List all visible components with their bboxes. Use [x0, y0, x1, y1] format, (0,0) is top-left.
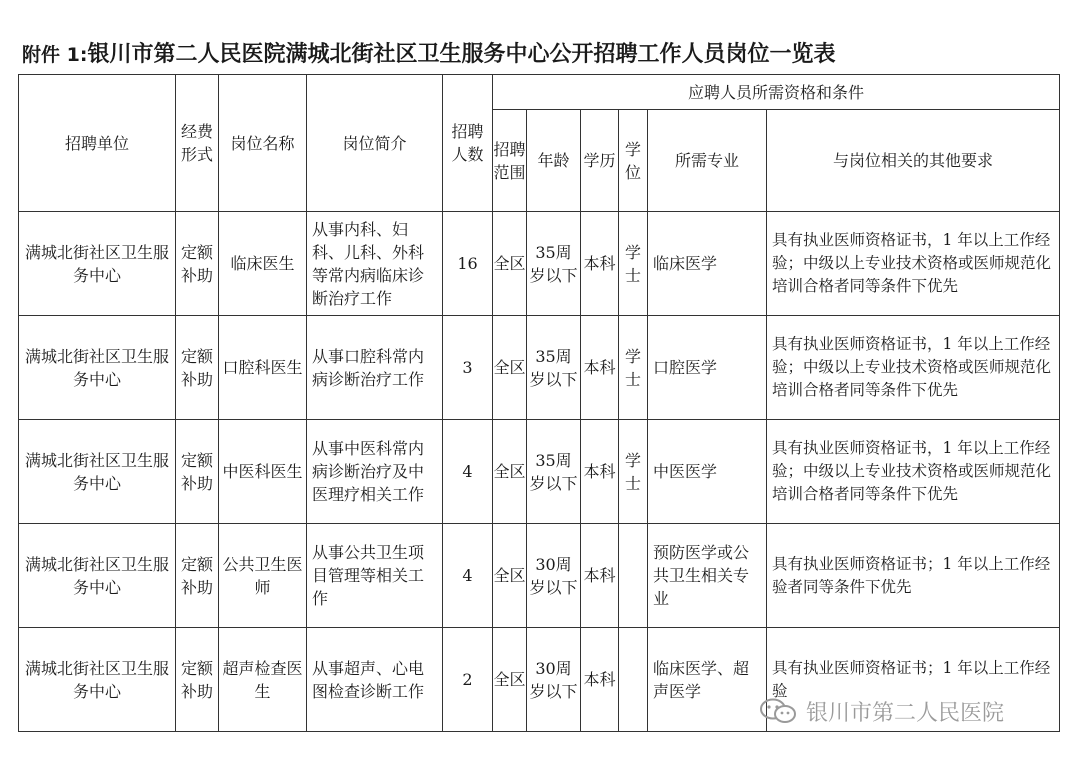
cell-education: 本科 — [581, 316, 619, 420]
cell-scope: 全区 — [493, 524, 527, 628]
cell-count: 2 — [443, 628, 493, 732]
document-title — [22, 40, 1072, 70]
cell-other: 具有执业医师资格证书；1 年以上工作经验者同等条件下优先 — [767, 524, 1060, 628]
cell-age: 35周岁以下 — [527, 316, 581, 420]
cell-degree: 学士 — [619, 420, 648, 524]
cell-degree — [619, 628, 648, 732]
table-row — [19, 524, 1060, 628]
cell-funding: 定额补助 — [176, 524, 219, 628]
cell-position: 公共卫生医师 — [219, 524, 307, 628]
cell-unit: 满城北街社区卫生服务中心 — [19, 316, 176, 420]
cell-unit: 满城北街社区卫生服务中心 — [19, 420, 176, 524]
cell-major: 预防医学或公共卫生相关专业 — [648, 524, 767, 628]
header-position: 岗位名称 — [219, 75, 307, 212]
watermark-text: 银川市第二人民医院 — [806, 700, 1005, 726]
wechat-icon — [758, 697, 798, 725]
cell-description: 从事内科、妇科、儿科、外科等常内病临床诊断治疗工作 — [307, 212, 443, 316]
positions-table-body — [19, 212, 1060, 732]
header-row-top — [19, 75, 1060, 110]
watermark — [758, 696, 1004, 726]
cell-count: 16 — [443, 212, 493, 316]
cell-scope: 全区 — [493, 212, 527, 316]
cell-education: 本科 — [581, 524, 619, 628]
cell-major: 中医医学 — [648, 420, 767, 524]
cell-position: 临床医生 — [219, 212, 307, 316]
cell-age: 30周岁以下 — [527, 524, 581, 628]
header-degree: 学位 — [619, 110, 648, 212]
cell-description: 从事口腔科常内病诊断治疗工作 — [307, 316, 443, 420]
cell-age: 30周岁以下 — [527, 628, 581, 732]
header-other: 与岗位相关的其他要求 — [767, 110, 1060, 212]
cell-other: 具有执业医师资格证书，1 年以上工作经验；中级以上专业技术资格或医师规范化培训合格者同等条件下优先 — [767, 316, 1060, 420]
cell-description: 从事公共卫生项目管理等相关工作 — [307, 524, 443, 628]
cell-position: 超声检查医生 — [219, 628, 307, 732]
cell-funding: 定额补助 — [176, 316, 219, 420]
cell-scope: 全区 — [493, 628, 527, 732]
cell-scope: 全区 — [493, 316, 527, 420]
cell-age: 35周岁以下 — [527, 212, 581, 316]
header-description: 岗位简介 — [307, 75, 443, 212]
cell-funding: 定额补助 — [176, 420, 219, 524]
header-unit: 招聘单位 — [19, 75, 176, 212]
cell-scope: 全区 — [493, 420, 527, 524]
cell-unit: 满城北街社区卫生服务中心 — [19, 212, 176, 316]
table-row — [19, 420, 1060, 524]
cell-degree: 学士 — [619, 316, 648, 420]
cell-education: 本科 — [581, 420, 619, 524]
header-funding: 经费形式 — [176, 75, 219, 212]
cell-count: 4 — [443, 420, 493, 524]
header-education: 学历 — [581, 110, 619, 212]
cell-description: 从事中医科常内病诊断治疗及中医理疗相关工作 — [307, 420, 443, 524]
cell-age: 35周岁以下 — [527, 420, 581, 524]
cell-count: 4 — [443, 524, 493, 628]
cell-other: 具有执业医师资格证书，1 年以上工作经验；中级以上专业技术资格或医师规范化培训合格者同等条件下优先 — [767, 212, 1060, 316]
cell-description: 从事超声、心电图检查诊断工作 — [307, 628, 443, 732]
cell-major: 临床医学、超声医学 — [648, 628, 767, 732]
cell-funding: 定额补助 — [176, 628, 219, 732]
cell-education: 本科 — [581, 212, 619, 316]
cell-funding: 定额补助 — [176, 212, 219, 316]
cell-degree — [619, 524, 648, 628]
cell-education: 本科 — [581, 628, 619, 732]
cell-major: 临床医学 — [648, 212, 767, 316]
cell-position: 中医科医生 — [219, 420, 307, 524]
header-requirements-group: 应聘人员所需资格和条件 — [493, 75, 1060, 110]
title-text: 银川市第二人民医院满城北街社区卫生服务中心公开招聘工作人员岗位一览表 — [87, 42, 836, 67]
title-prefix: 附件 1: — [22, 44, 88, 66]
header-scope: 招聘范围 — [493, 110, 527, 212]
cell-unit: 满城北街社区卫生服务中心 — [19, 628, 176, 732]
cell-other: 具有执业医师资格证书；1 年以上工作经验 — [767, 628, 1060, 732]
cell-degree: 学士 — [619, 212, 648, 316]
cell-major: 口腔医学 — [648, 316, 767, 420]
cell-count: 3 — [443, 316, 493, 420]
positions-table — [18, 74, 1060, 732]
cell-other: 具有执业医师资格证书，1 年以上工作经验；中级以上专业技术资格或医师规范化培训合格者同等条件下优先 — [767, 420, 1060, 524]
table-row — [19, 212, 1060, 316]
header-age: 年龄 — [527, 110, 581, 212]
table-row — [19, 316, 1060, 420]
header-count: 招聘人数 — [443, 75, 493, 212]
cell-unit: 满城北街社区卫生服务中心 — [19, 524, 176, 628]
cell-position: 口腔科医生 — [219, 316, 307, 420]
header-major: 所需专业 — [648, 110, 767, 212]
